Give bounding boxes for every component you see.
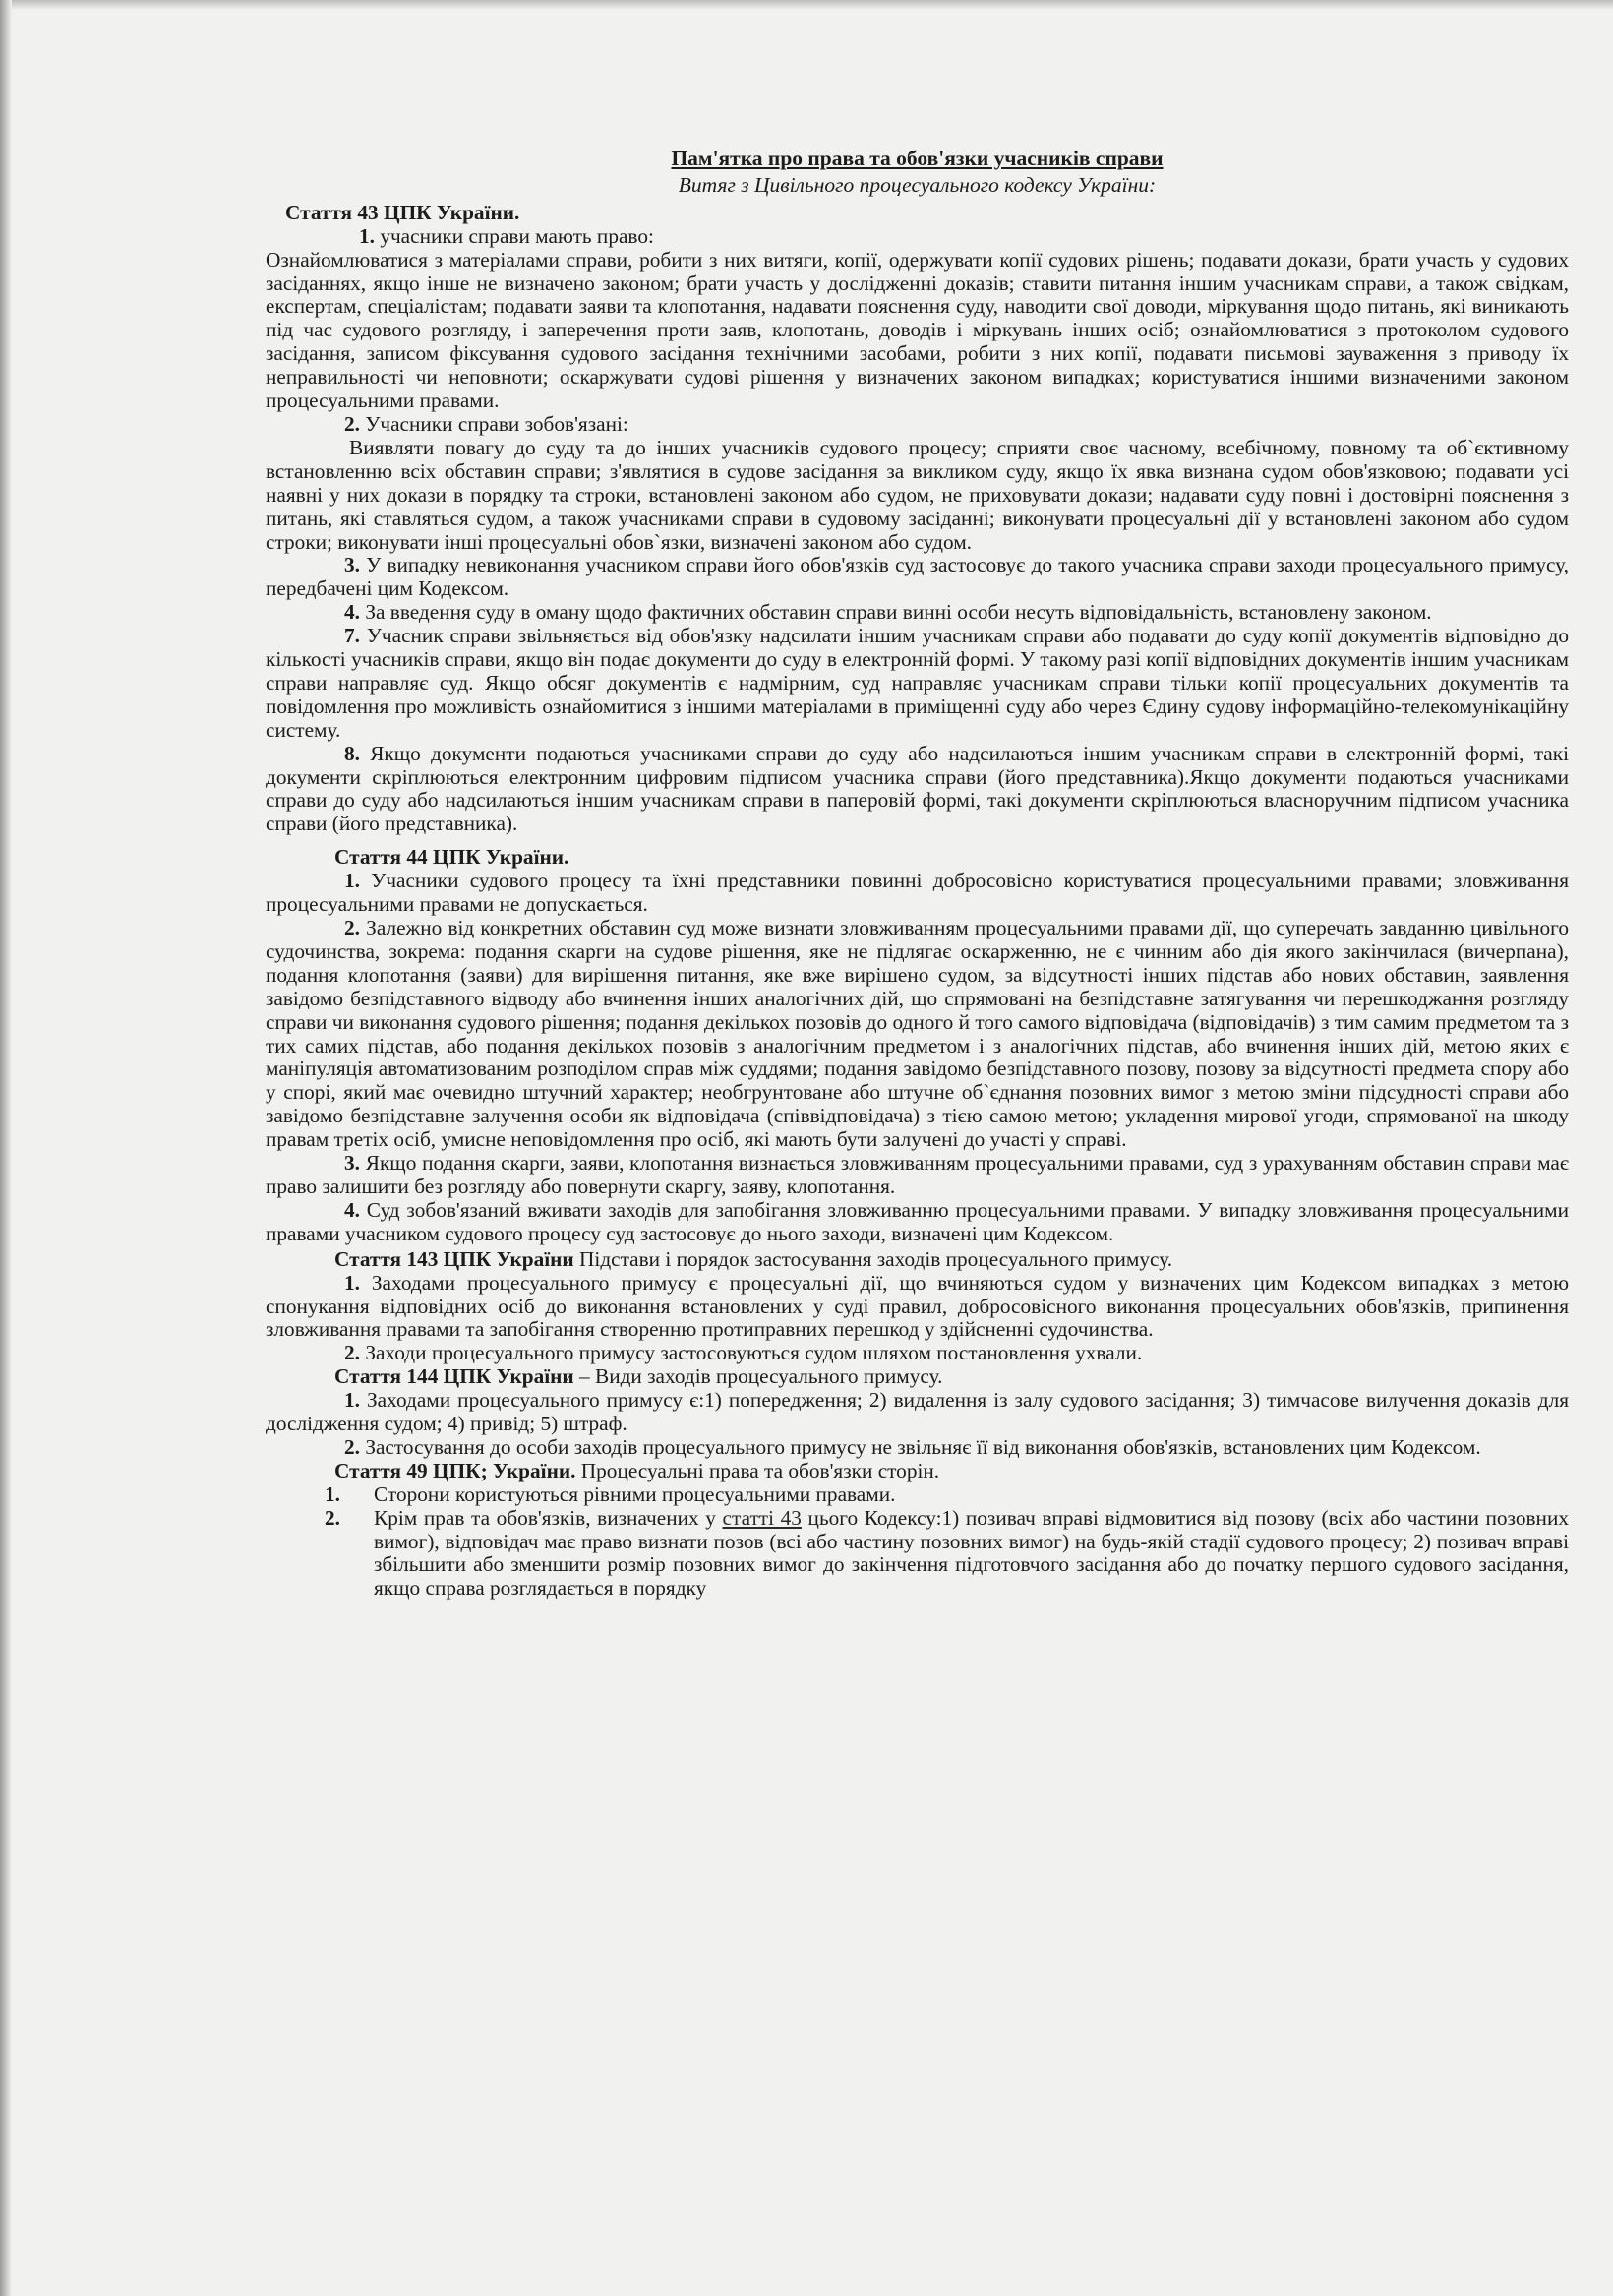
article-49-item-1	[266, 1483, 1569, 1507]
item-text: Заходами процесуального примусу є процесуальні дії, що вчиняються судом у визначених цим Кодексом випадках з метою спонукання відповідних осіб до виконання встановлених у суді правил, добросовісного виконання процесуальних обов'язків, припинення зловживання правами та запобігання створенню протиправних перешкод у здійсненні судочинства.	[266, 1270, 1569, 1342]
scan-edge-left	[0, 0, 12, 2296]
article-44-item-4	[266, 1199, 1569, 1246]
item-number: 1.	[344, 869, 360, 893]
item-text: Застосування до особи заходів процесуального примусу не звільняє її від виконання обов'язків, встановлених цим Кодексом.	[365, 1434, 1481, 1459]
article-43-item-2-body: Виявляти повагу до суду та до інших учасників судового процесу; сприяти своє часному, всебічному, повному та об`єктивному встановленню всіх обставин справи; з'являтися в судове засідання за викликом суду, якщо їх явка визнана судом обов'язковою; подавати усі наявні у них докази в порядку та строки, встановлені законом або судом, не приховувати докази; надавати суду повні і достовірні пояснення з питань, які ставляться судом, а також учасниками справи в судовому засіданні; виконувати процесуальні дії у встановлені законом або судом строки; виконувати інші процесуальні обов`язки, визначені законом або судом.	[266, 435, 1569, 554]
item-number: 7.	[344, 624, 360, 648]
scan-edge-top	[0, 0, 1613, 10]
item-number: 1.	[344, 1270, 360, 1295]
item-text: За введення суду в оману щодо фактичних обставин справи винні особи несуть відповідальність, встановлену законом.	[365, 600, 1432, 625]
item-number: 1.	[325, 1481, 340, 1506]
article-44-heading: Стаття 44 ЦПК України.	[334, 845, 569, 870]
article-43-link[interactable]: статті 43	[722, 1505, 802, 1530]
item-text: Сторони користуються рівними процесуальними правами.	[374, 1481, 896, 1506]
item-number: 3.	[344, 1151, 360, 1176]
article-43-item-1-body: Ознайомлюватися з матеріалами справи, робити з них витяги, копії, одержувати копії судових рішень; подавати докази, брати участь у судових засіданнях, якщо інше не визначено законом; брати участь у дослідженні доказів; ставити питання іншим учасникам справи, а також свідкам, експертам, спеціалістам; подавати заяви та клопотання, надавати пояснення суду, наводити свої доводи, міркування щодо питань, які виникають під час судового розгляду, і заперечення проти заяв, клопотань, доводів і міркувань інших осіб; ознайомлюватися з протоколом судового засідання, записом фіксування судового засідання технічними засобами, робити з них копії, подавати письмові зауваження з приводу їх неправильності чи неповноти; оскаржувати судові рішення у визначених законом випадках; користуватися іншими визначеними законом процесуальними правами.	[266, 247, 1569, 413]
document-subtitle: Витяг з Цивільного процесуального кодексу України:	[678, 172, 1157, 197]
document-title: Пам'ятка про права та обов'язки учасників справи	[671, 147, 1164, 170]
item-number: 2.	[344, 1434, 360, 1459]
article-144-item-2	[266, 1436, 1569, 1460]
item-text: Якщо документи подаються учасниками справи до суду або надсилаються іншим учасникам справи в електронній формі, такі документи скріплюються електронним цифровим підписом учасника справи (його представника).Якщо документи подаються учасниками справи до суду або надсилаються іншим учасникам справи в паперовій формі, такі документи скріплюються власноручним підписом учасника справи (його представника).	[266, 741, 1569, 836]
item-number: 2.	[344, 411, 360, 436]
item-text: Учасники судового процесу та їхні представники повинні добросовісно користуватися процесуальними правами; зловживання процесуальними правами не допускається.	[266, 869, 1569, 917]
article-143-title: Стаття 143 ЦПК України	[334, 1246, 574, 1271]
document-body	[266, 148, 1569, 1601]
article-143-item-1	[266, 1272, 1569, 1343]
article-49-heading	[266, 1460, 1569, 1483]
item-number: 8.	[344, 741, 360, 765]
item-text-rest: цього Кодексу:1) позивач вправі відмовитися від позову (всіх або частини позовних вимог), відповідач має право визнати позов (всі або частину позовних вимог) на будь-якій стадії судового процесу; 2) позивач вправі збільшити або зменшити розмір позовних вимог до закінчення підготовчого засідання або до початку першого судового засідання, якщо справа розглядається в порядку	[374, 1505, 1569, 1601]
item-text-start: Крім прав та обов'язків, визначених у	[374, 1505, 716, 1530]
item-number: 2.	[344, 1341, 360, 1365]
item-text: Якщо подання скарги, заяви, клопотання визнається зловживанням процесуальними правами, суд з урахуванням обставин справи має право залишити без розгляду або повернути скаргу, заяву, клопотання.	[266, 1151, 1570, 1198]
item-number: 1.	[344, 1388, 360, 1413]
article-43-item-4	[266, 601, 1569, 625]
article-143-heading	[266, 1248, 1569, 1272]
article-144-item-1	[266, 1389, 1569, 1436]
article-144-subtitle: – Види заходів процесуального примусу.	[579, 1364, 943, 1389]
article-143-item-2	[266, 1342, 1569, 1365]
item-text: Учасник справи звільняється від обов'язку надсилати іншим учасникам справи або подавати до суду копії документів відповідно до кількості учасників справи, якщо він подає документи до суду в електронній формі. У такому разі копії відповідних документів іншим учасникам справи направляє суд. Якщо обсяг документів є надмірним, суд направляє учасникам справи тільки копії процесуальних документів та повідомлення про можливість ознайомитися з іншими матеріалами в приміщенні суду або через Єдину судову інформаційно-телекомунікаційну систему.	[266, 624, 1569, 742]
article-49-item-2	[266, 1507, 1569, 1601]
item-number: 3.	[344, 553, 360, 577]
item-text: Заходами процесуального примусу є:1) попередження; 2) видалення із залу судового засідання; 3) тимчасове вилучення доказів для дослідження судом; 4) привід; 5) штраф.	[266, 1388, 1569, 1436]
article-43-item-1-lead	[266, 225, 1569, 249]
article-44-item-3	[266, 1152, 1569, 1199]
item-text: Суд зобов'язаний вживати заходів для запобігання зловживанню процесуальними правами. У випадку зловживання процесуальними правами учасником судового процесу суд застосовує до нього заходи, визначені цим Кодексом.	[266, 1197, 1569, 1245]
article-144-heading	[266, 1365, 1569, 1389]
article-43-item-8	[266, 743, 1569, 837]
item-number: 4.	[344, 600, 360, 625]
item-text: Залежно від конкретних обставин суд може визнати зловживанням процесуальними правами дії, що суперечать завданню цивільного судочинства, зокрема: подання скарги на судове рішення, яке не підлягає оскарженню, не є чинним або дія якого закінчилася (вичерпана), подання клопотання (заяви) для вирішення питання, яке вже вирішено судом, за відсутності інших підстав або нових обставин, заявлення завідомо безпідставного відводу або вчинення інших аналогічних дій, що спрямовані на безпідставне затягування чи перешкоджання розгляду справи чи виконання судового рішення; подання декількох позовів до одного й того самого відповідача (відповідачів) з тим самим предметом та з тих самих підстав, або подання декількох позовів з аналогічним предметом і з аналогічних підстав, або вчинення інших дій, метою яких є маніпуляція автоматизованим розподілом справ між суддями; подання завідомо безпідставного позову, позову за відсутності предмета спору або у спорі, який має очевидно штучний характер; необгрунтоване або штучне об`єднання позовних вимог з метою зміни підсудності справи або завідомо безпідставне залучення особи як відповідача (співвідповідача) з тією самою метою; укладення мирової угоди, спрямованої на шкоду правам третіх осіб, умисне неповідомлення про осіб, які мають бути залучені до участі у справі.	[266, 916, 1569, 1152]
article-49-subtitle: Процесуальні права та обов'язки сторін.	[580, 1458, 940, 1482]
item-text: У випадку невиконання учасником справи його обов'язків суд застосовує до такого учасника справи заходи процесуального примусу, передбачені цим Кодексом.	[266, 553, 1569, 601]
item-text: Учасники справи зобов'язані:	[365, 411, 628, 436]
item-text: Заходи процесуального примусу застосовуються судом шляхом постановлення ухвали.	[365, 1341, 1143, 1365]
item-number: 4.	[344, 1197, 360, 1222]
article-49-title: Стаття 49 ЦПК; України.	[334, 1458, 576, 1482]
article-43-item-7	[266, 625, 1569, 743]
item-number: 1.	[359, 223, 375, 248]
article-143-subtitle: Підстави і порядок застосування заходів процесуального примусу.	[579, 1246, 1173, 1271]
article-144-title: Стаття 144 ЦПК України	[334, 1364, 574, 1389]
item-text: учасники справи мають право:	[380, 223, 654, 248]
article-43-item-3	[266, 554, 1569, 601]
item-text	[374, 1507, 1569, 1601]
item-number: 2.	[325, 1505, 340, 1530]
article-44-item-1	[266, 870, 1569, 917]
article-43-heading: Стаття 43 ЦПК України.	[285, 200, 520, 224]
article-43-item-2-lead	[266, 413, 1569, 437]
item-number: 2.	[344, 916, 360, 939]
article-44-item-2	[266, 917, 1569, 1152]
